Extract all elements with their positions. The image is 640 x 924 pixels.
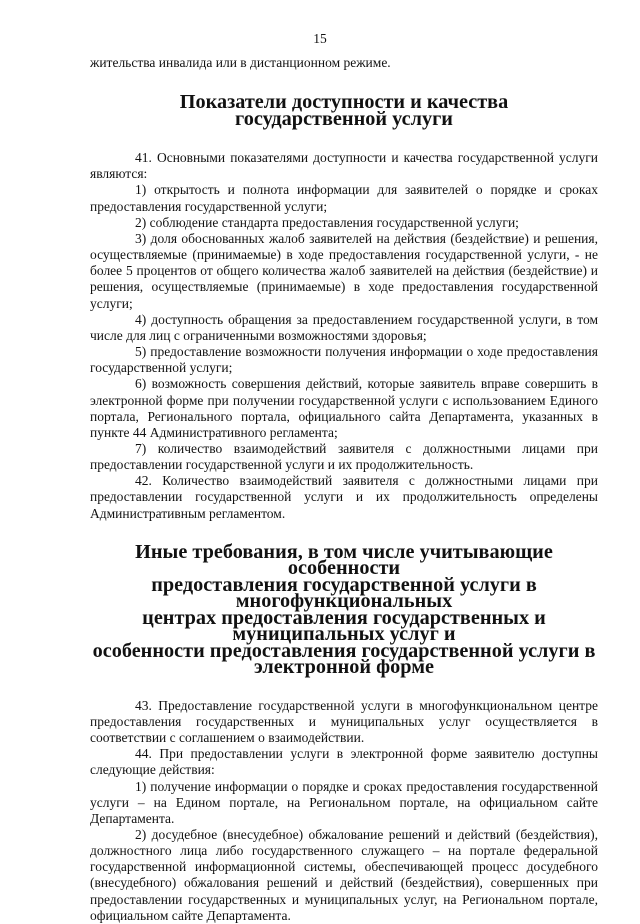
heading-line: предоставления государственной услуги в многофункциональных [151,573,537,613]
heading-line: Иные требования, в том числе учитывающие особенности [135,540,553,580]
list-item-7: 7) количество взаимодействий заявителя с должностными лицами при предоставлении государственной услуги и их продолжительность. [90,440,598,473]
paragraph-43: 43. Предоставление государственной услуги в многофункциональном центре предоставления государственных и муниципальных услуг осуществляется в соответствии с соглашением о взаимодействии. [90,697,598,746]
list-item-electronic-1: 1) получение информации о порядке и сроках предоставления государственной услуги – на Едином портале, на Региональном портале, на официальном сайте Департамента. [90,778,598,826]
list-item-1: 1) открытость и полнота информации для заявителей о порядке и сроках предоставления государственной услуги; [90,182,598,214]
heading-line: Показатели доступности и качества [179,91,509,114]
heading-line: центрах предоставления государственных и муниципальных услуг и [142,606,546,646]
section-heading-other-requirements [90,540,598,679]
heading-line: государственной услуги [235,107,453,130]
page-number: 15 [313,31,327,46]
list-item-5: 5) предоставление возможности получения информации о ходе предоставления государственной услуги; [90,344,598,376]
list-item-4: 4) доступность обращения за предоставлением государственной услуги, в том числе для лиц с ограниченными возможностями здоровья; [90,311,598,343]
list-item-2: 2) соблюдение стандарта предоставления государственной услуги; [135,214,519,230]
list-item-3: 3) доля обоснованных жалоб заявителей на действия (бездействие) и решения, осуществляемые (принимаемые) в ходе предоставления государственной услуги, - не более 5 процентов от общего количества жалоб заявителей на действия (бездействие) и решения, осуществляемые (принимаемые) в ходе предоставления государственной услуги; [90,230,598,311]
list-item-electronic-2: 2) досудебное (внесудебное) обжалование решений и действий (бездействия), должностного лица либо государственного служащего – на портале федеральной государственной информационной системы, обеспечивающей процесс досудебного (внесудебного) обжалования решений и действий (бездействия), совершенных при предоставлении государственных и муниципальных услуг, на Региональном портале, официальном сайте Департамента. [90,827,598,923]
section-heading-accessibility [90,91,598,130]
heading-line: особенности предоставления государственной услуги в электронной форме [92,639,596,679]
list-item-6: 6) возможность совершения действий, которые заявитель вправе совершить в электронной форме при получении государственной услуги с использованием Единого портала, Регионального портала, официального сайта Департамента, указанных в пункте 44 Административного регламента; [90,376,598,440]
page-content [90,55,598,924]
paragraph-44: 44. При предоставлении услуги в электронной форме заявителю доступны следующие действия: [90,746,598,778]
paragraph-42: 42. Количество взаимодействий заявителя с должностными лицами при предоставлении государственной услуги и их продолжительность определены Административным регламентом. [90,473,598,521]
paragraph-41: 41. Основными показателями доступности и качества государственной услуги являются: [90,150,598,182]
carry-over-text: жительства инвалида или в дистанционном режиме. [90,55,391,70]
